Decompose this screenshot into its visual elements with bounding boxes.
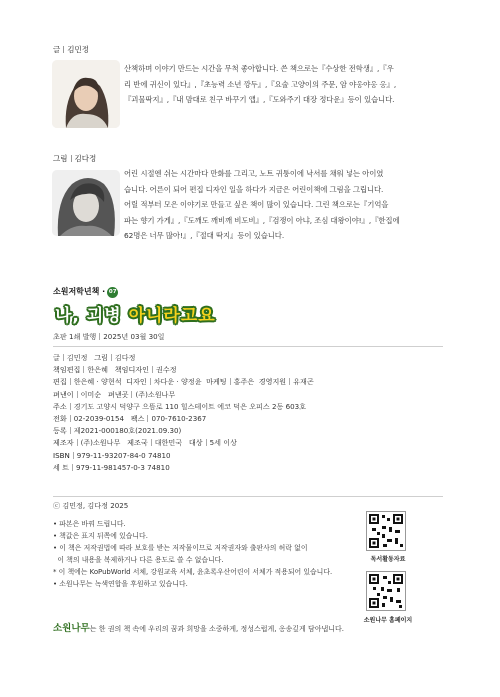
illustrator-role: 그림 김다정 <box>53 154 97 163</box>
credit-row: 편집 한은혜 · 양현석 디자인 차다운 · 양정윤 마케팅 홍주은 경영지원 유재곤 <box>53 377 314 387</box>
credit-row: 등록 제2021-000180호(2021.09.30) <box>53 426 182 436</box>
footer <box>53 616 344 635</box>
qr-code-icon <box>366 571 406 611</box>
notes-block: • 파본은 바꿔 드립니다. • 책값은 표지 뒤쪽에 있습니다. • 이 책은 저작권법에 따라 보호를 받는 저작물이므로 저작권자와 출판사의 허락 없이 이 책의 내용을 복제하거나 다른 용도로 쓸 수 없습니다. * 이 책에는 KoPubWorld 서체, 강원교육 서체, 윤초록우산어린이 서체가 적용되어 있습니다. • 소원나무는 녹색연합을 후원하고 있습니다. <box>53 520 333 589</box>
qr-reading-activity[interactable] <box>366 511 410 563</box>
copyright: ⓒ 김민정, 김다정 2025 <box>53 501 129 510</box>
credit-row: 전화 02-2039-0154 팩스 070-7610-2367 <box>53 414 207 424</box>
author-photo <box>52 60 120 128</box>
series-label: 소원저학년책 · 07 <box>53 287 117 296</box>
book-title: 나, 괴병 아니라고요 <box>55 306 216 326</box>
credit-row: 주소 경기도 고양시 덕양구 으뜸로 110 힐스테이트 에코 덕은 오피스 2동 603호 <box>53 401 307 411</box>
author-role: 글 김민정 <box>53 45 89 54</box>
publisher-logo: 소원나무 <box>53 623 90 634</box>
credit-row: 펴낸이 이미순 펴낸곳 (주)소원나무 <box>53 389 176 399</box>
credit-row: 책임편집 한은혜 책임디자인 권수정 <box>53 365 177 375</box>
qr-code-icon <box>366 511 406 551</box>
divider <box>53 346 443 347</box>
author-bio: 산책하며 이야기 만드는 시간을 무척 좋아합니다. 쓴 책으로는『수상한 전학생』,『우 리 반에 귀신이 있다』,『초능력 소년 깡두』,『요술 고양이의 주문, 암 야옹야옹 옹』, 『괴물딱지』,『내 맘대로 친구 바꾸기 앱』,『도와주기 대장 정다운』등이 있습니다. <box>124 64 397 104</box>
illustrator-photo <box>52 170 120 236</box>
qr-homepage[interactable] <box>366 571 410 611</box>
credit-row: ISBN 979-11-93207-84-0 74810 <box>53 450 171 460</box>
credit-row: 세 트 979-11-981457-0-3 74810 <box>53 462 170 472</box>
qr-caption: 독서활동자료 <box>370 556 406 563</box>
credit-row: 제조자 (주)소원나무 제조국 대한민국 대상 5세 이상 <box>53 438 237 448</box>
credit-row: 글 김민정 그림 김다정 <box>53 353 136 362</box>
illustrator-bio: 어린 시절엔 쉬는 시간마다 만화를 그리고, 노트 귀퉁이에 낙서를 채워 넣는 아이였 습니다. 어른이 되어 편집 디자인 일을 하다가 지금은 어린이책에 그림을 그립니다. 어릴 적부터 모은 이야기로 만들고 싶은 책이 많이 있습니다. 그린 책으로는『기억을 파는 향기 가게』,『도깨도 깨비깨 비도비』,『검쟁이 아냐, 조심 대왕이야!』,『한집에 62명은 너무 많아!』,『절대 딱지』등이 있습니다. <box>124 169 400 240</box>
credits-block <box>53 352 453 474</box>
qr-caption: 소원나무 홈페이지 <box>363 617 413 624</box>
divider <box>53 496 443 497</box>
series-number-badge: 07 <box>107 287 118 298</box>
edition-line: 초판 1쇄 발행 2025년 03월 30일 <box>53 332 165 341</box>
footer-slogan: 는 한 권의 책 속에 우리의 꿈과 희망을 소중하게, 정성스럽게, 옹송깊게 담아냅니다. <box>89 625 345 633</box>
